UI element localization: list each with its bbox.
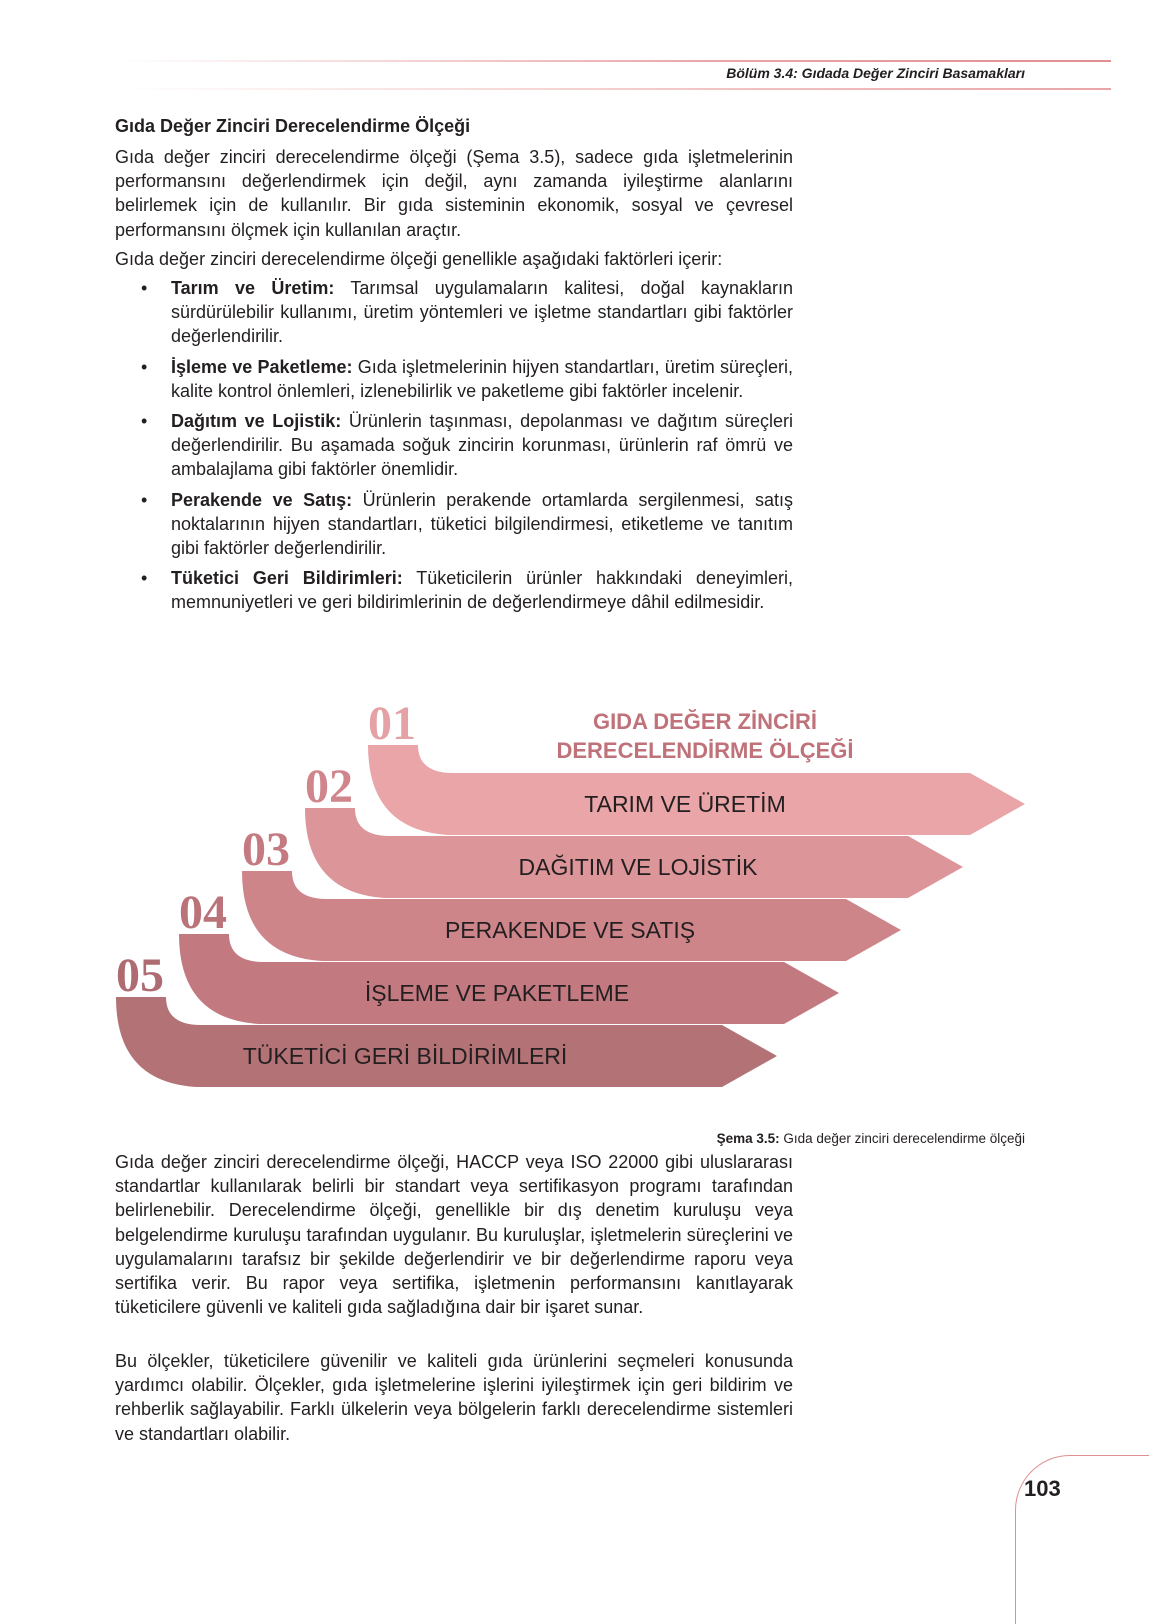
item-text: Gıda işletmelerinin hijyen standartları, üretim süreçleri, kalite kontrol önlemleri, izlenebilirlik ve paketleme gibi faktörler incelenir. <box>171 356 793 401</box>
caption-label: Şema 3.5: <box>716 1131 780 1146</box>
figure-caption <box>717 1130 1025 1148</box>
bullet-icon: • <box>141 489 148 510</box>
chapter-header: Bölüm 3.4: Gıdada Değer Zinciri Basamakları <box>726 65 1025 81</box>
paragraph-benefits: Bu ölçekler, tüketicilere güvenilir ve kaliteli gıda ürünlerini seçmeleri konusunda yardımcı olabilir. Ölçekler, gıda işletmelerine işlerini iyileştirmek için geri bildirim ve rehberlik sağlayabilir. Farklı ülkelerin veya bölgelerin farklı derecelendirme sistemleri ve standartları olabilir. <box>115 1351 793 1444</box>
bullet-icon: • <box>141 411 148 432</box>
item-term: Tüketici Geri Bildirimleri: <box>171 568 403 589</box>
diagram-title-line2: DERECELENDİRME ÖLÇEĞİ <box>556 738 854 763</box>
item-term: Tarım ve Üretim: <box>171 278 335 298</box>
page-number: 103 <box>1024 1476 1061 1501</box>
item-text: Ürünlerin taşınması, depolanması ve dağıtım süreçleri değerlendirilir. Bu aşamada soğuk zincirin korunması, ürünlerin raf ömrü ve ambalajlama gibi faktörler önemlidir. <box>171 411 793 480</box>
bullet-icon: • <box>141 278 148 298</box>
caption-text: Gıda değer zinciri derecelendirme ölçeği <box>779 1131 1025 1146</box>
step-number: 02 <box>305 760 353 813</box>
paragraph-intro: Gıda değer zinciri derecelendirme ölçeği (Şema 3.5), sadece gıda işletmelerinin performansını değerlendirmek için değil, aynı zamanda iyileştirme alanlarını belirlemek için de kullanılır. Bir gıda sisteminin ekonomik, sosyal ve çevresel performansını ölçmek için kullanılan araçtır. <box>115 147 793 240</box>
diagram-title-line1: GIDA DEĞER ZİNCİRİ <box>592 709 818 734</box>
item-text: Ürünlerin perakende ortamlarda sergilenmesi, satış noktalarının hijyen standartları, tüketici bilgilendirmesi, etiketleme ve tanıtım gibi faktörler değerlendirilir. <box>171 489 793 559</box>
step-label: TÜKETİCİ GERİ BİLDİRİMLERİ <box>242 1043 568 1069</box>
step-number: 03 <box>242 823 290 876</box>
item-term: Dağıtım ve Lojistik: <box>171 411 342 432</box>
paragraph-factors-lead: Gıda değer zinciri derecelendirme ölçeği genellikle aşağıdaki faktörleri içerir: <box>115 249 723 269</box>
step-label: TARIM VE ÜRETİM <box>584 791 786 817</box>
paragraph-standards: Gıda değer zinciri derecelendirme ölçeği, HACCP veya ISO 22000 gibi uluslararası standartlar kullanılarak belirli bir standart veya sertifikasyon programı tarafından belirlenebilir. Derecelendirme ölçeği, genellikle bir dış denetim kuruluşu veya belgelendirme kuruluşu tarafından uygulanır. Bu kuruluşlar, işletmelerin süreçlerini ve uygulamalarını tarafsız bir şekilde değerlendirir ve bir değerlendirme raporu veya sertifika verir. Bu rapor veya sertifika, işletmenin performansını kanıtlayarak tüketicilere güvenli ve kaliteli gıda sağladığına dair bir işaret sunar. <box>115 1152 793 1318</box>
step-number: 04 <box>179 886 227 939</box>
section-heading: Gıda Değer Zinciri Derecelendirme Ölçeği <box>115 116 471 136</box>
bullet-icon: • <box>141 568 148 589</box>
item-text: Tüketicilerin ürünler hakkındaki deneyimleri, memnuniyetleri ve geri bildirimlerinin de değerlendirmeye dâhil edilmesidir. <box>171 568 793 613</box>
step-label: PERAKENDE VE SATIŞ <box>444 917 696 943</box>
item-term: İşleme ve Paketleme: <box>171 356 353 377</box>
bullet-icon: • <box>141 356 148 377</box>
step-label: DAĞITIM VE LOJİSTİK <box>518 854 758 880</box>
step-label: İŞLEME VE PAKETLEME <box>364 980 630 1006</box>
step-number: 01 <box>368 697 416 750</box>
step-number: 05 <box>116 949 164 1002</box>
item-text: Tarımsal uygulamaların kalitesi, doğal kaynakların sürdürülebilir kullanımı, üretim yöntemleri ve işletme standartları gibi faktörler değerlendirilir. <box>171 278 793 347</box>
item-term: Perakende ve Satış: <box>171 489 353 510</box>
